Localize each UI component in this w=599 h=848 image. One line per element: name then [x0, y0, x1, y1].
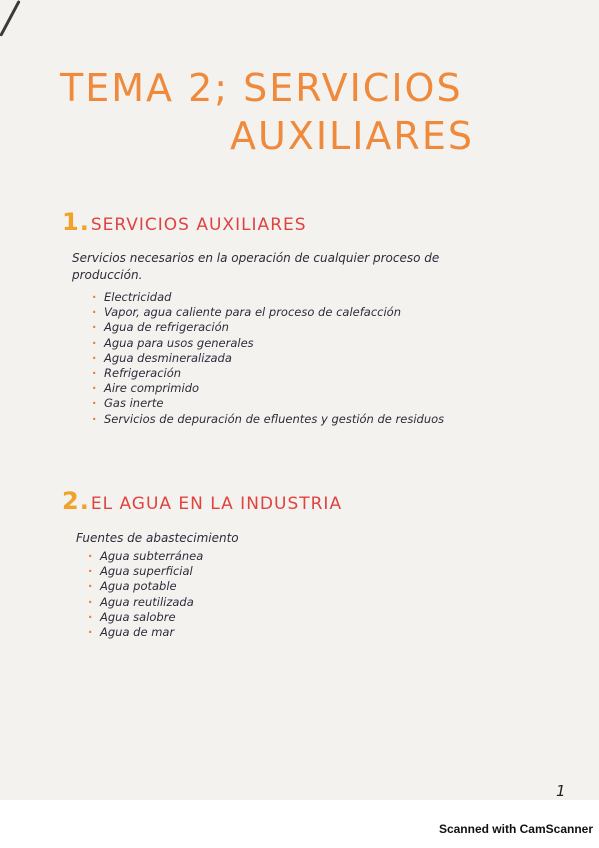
bullet-dot-icon: · [92, 365, 97, 380]
scanner-watermark: Scanned with CamScanner [438, 822, 593, 836]
bullet-dot-icon: · [88, 624, 93, 639]
list-item: · Gas inerte [92, 396, 164, 411]
list-item: · Agua subterránea [88, 549, 204, 563]
list-item: · Refrigeración [92, 365, 182, 380]
list-item: · Aire comprimido [92, 381, 200, 396]
bullet-dot-icon: · [92, 396, 97, 411]
list-item: · Agua superficial [88, 564, 193, 579]
section2-number: 2. [62, 487, 90, 515]
bullet-dot-icon: · [88, 594, 93, 609]
bullet-dot-icon: · [88, 579, 93, 594]
list-item: · Agua potable [88, 579, 177, 594]
bullet-dot-icon: · [92, 350, 97, 365]
section1-intro-line1: Servicios necesarios en la operación de cualquier proceso de [72, 251, 440, 265]
bullet-dot-icon: · [88, 609, 93, 624]
bullet-dot-icon: · [92, 381, 97, 396]
bullet-dot-icon: · [92, 305, 97, 320]
list-item: · Vapor, agua caliente para el proceso de calefacción [92, 305, 401, 320]
page-number: 1 [556, 782, 566, 800]
list-item: · Agua de refrigeración [92, 320, 229, 335]
bullet-dot-icon: · [88, 549, 93, 563]
list-item: · Agua para usos generales [92, 335, 254, 350]
page-title-line1: TEMA 2; SERVICIOS [60, 66, 463, 110]
list-item: · Agua salobre [88, 609, 176, 624]
section2-list [88, 549, 203, 640]
list-item: · Agua desmineralizada [92, 350, 232, 365]
bullet-dot-icon: · [92, 335, 97, 350]
bullet-dot-icon: · [92, 320, 97, 335]
bullet-dot-icon: · [88, 564, 93, 579]
section2-heading-text: EL AGUA EN LA INDUSTRIA [90, 494, 343, 514]
list-item: · Agua de mar [88, 624, 175, 639]
section1-list [92, 290, 444, 427]
page-title-line2: AUXILIARES [230, 114, 474, 158]
list-item: · Agua reutilizada [88, 594, 194, 609]
list-item: · Electricidad [92, 290, 172, 304]
section2-heading [62, 487, 342, 515]
section1-number: 1. [62, 208, 90, 236]
section2-intro: Fuentes de abastecimiento [76, 531, 239, 545]
section1-heading [62, 208, 307, 236]
bullet-dot-icon: · [92, 411, 97, 426]
pen-stroke-mark [0, 0, 21, 37]
section1-intro-line2: producción. [72, 268, 143, 282]
bullet-dot-icon: · [92, 290, 97, 304]
section1-heading-text: SERVICIOS AUXILIARES [90, 215, 307, 235]
list-item: · Servicios de depuración de efluentes y gestión de residuos [92, 411, 445, 426]
